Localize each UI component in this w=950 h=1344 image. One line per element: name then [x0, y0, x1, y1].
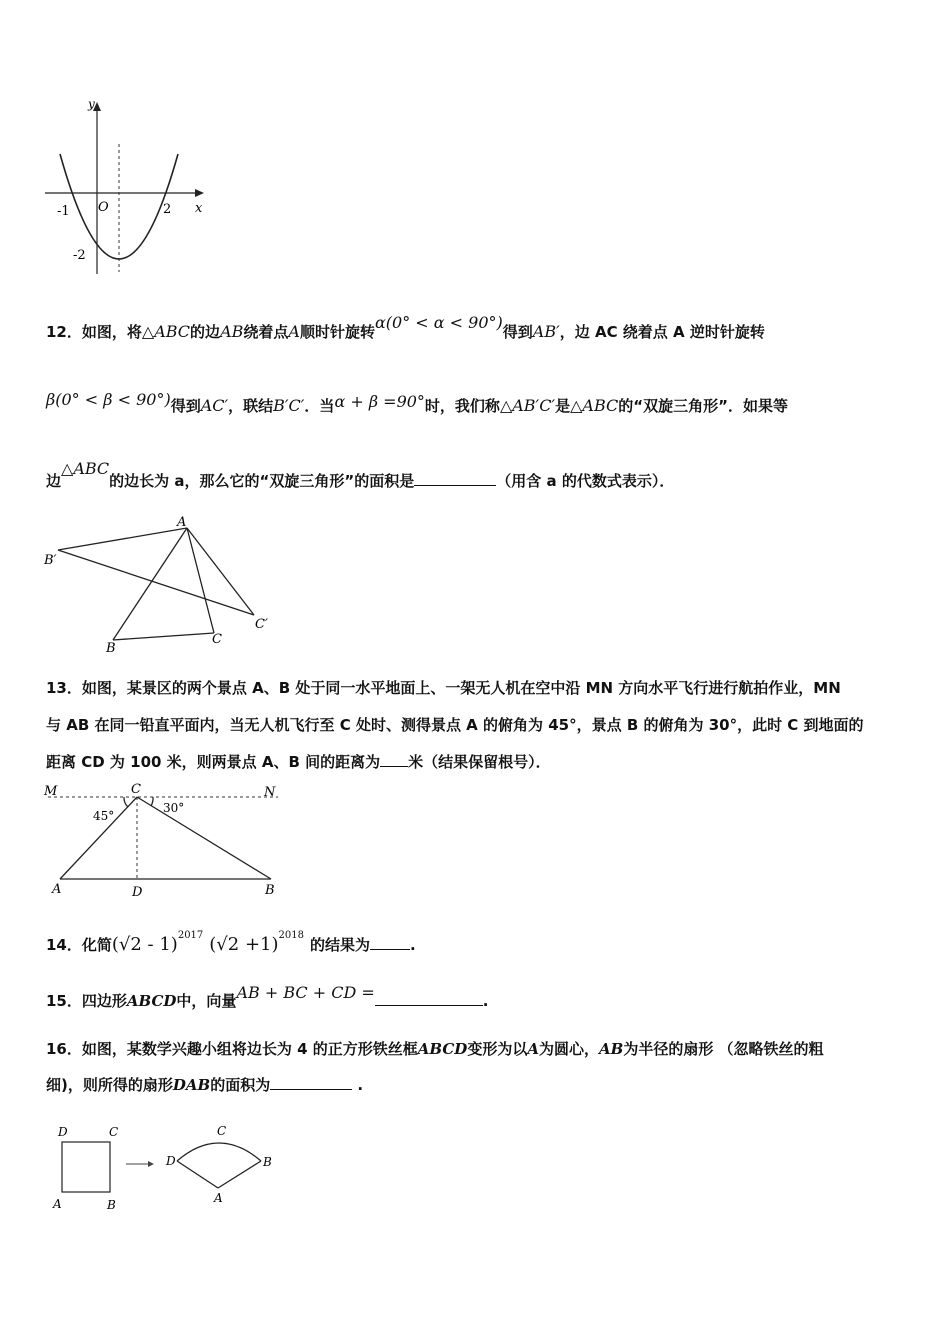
square-frame: [62, 1142, 110, 1192]
square-to-sector-figure: [40, 1120, 290, 1215]
q13-line-2: 与 AB 在同一铅直平面内，当无人机飞行至 C 处时、测得景点 A 的俯角为 45°，景点 B 的俯角为 30°，此时 C 到地面的: [46, 716, 864, 734]
label-d: D: [132, 885, 143, 900]
y-axis-label: y: [88, 97, 95, 111]
math-tri-abc: △ABC: [141, 322, 191, 341]
label-a: A: [53, 1197, 62, 1211]
parabola-graph: [40, 94, 215, 279]
math-beta-range: β(0° < β < 90°): [46, 390, 171, 409]
q13-line-1: 13．如图，某景区的两个景点 A、B 处于同一水平地面上、一架无人机在空中沿 MN 方向水平飞行进行航拍作业，MN: [46, 679, 841, 697]
answer-blank[interactable]: [414, 471, 496, 486]
drone-angle-figure: [40, 778, 290, 900]
label-b: B: [107, 1198, 116, 1212]
label-a: A: [177, 515, 187, 530]
answer-blank[interactable]: [380, 752, 408, 767]
label-c-prime: C′: [255, 617, 268, 632]
rotation-triangle-figure: [40, 512, 280, 657]
label-b-prime: B′: [44, 553, 57, 568]
label-c2: C: [217, 1124, 227, 1138]
label-a2: A: [214, 1191, 223, 1205]
q14-line: 14．化简(√2 - 1)$^{2017}$ $(√2 +1)^{2018}$的结果为 .: [46, 930, 416, 955]
tick-label-neg1: -1: [57, 204, 70, 219]
label-c: C: [131, 782, 141, 797]
answer-blank[interactable]: [270, 1075, 352, 1090]
sector-shape: [177, 1143, 261, 1188]
q16-line-1: 16．如图，某数学兴趣小组将边长为 4 的正方形铁丝框ABCD变形为以A为圆心，AB为半径的扇形 （忽略铁丝的粗: [46, 1040, 824, 1058]
math-alpha-range: α(0° < α < 90°): [374, 313, 503, 332]
q12-line-2: β(0° < β < 90°)得到AC′，联结B′C′．当α + β =90°时，我们称△AB′C′是△ABC的“双旋三角形”．如果等: [46, 390, 788, 415]
label-b: B: [106, 641, 116, 656]
q16-line-2: 细)，则所得的扇形DAB的面积为 .: [46, 1076, 364, 1094]
answer-blank[interactable]: [370, 935, 410, 950]
tick-label-neg2: -2: [73, 248, 86, 263]
math-sum: α + β =90°: [334, 392, 425, 411]
tick-label-2: 2: [163, 202, 172, 217]
x-axis-label: x: [195, 201, 203, 216]
origin-label: O: [98, 200, 109, 215]
label-b: B: [265, 883, 275, 898]
label-m: M: [44, 784, 58, 799]
label-d2: D: [166, 1154, 176, 1168]
label-n: N: [264, 785, 276, 800]
angle-30: 30°: [163, 801, 185, 815]
label-c: C: [212, 632, 222, 647]
q13-line-3: 距离 CD 为 100 米，则两景点 A、B 间的距离为 米（结果保留根号）．: [46, 753, 551, 771]
vector-expression: AB + BC + CD =: [236, 983, 375, 1002]
angle-45: 45°: [93, 809, 115, 823]
q12-line-3: 边△ABC的边长为 a，那么它的“双旋三角形”的面积是 （用含 a 的代数式表示）．: [46, 459, 675, 490]
label-c: C: [109, 1125, 119, 1139]
answer-blank[interactable]: [375, 991, 483, 1006]
label-a: A: [52, 882, 62, 897]
q12-line-1: 12．如图，将△ABC的边AB绕着点A顺时针旋转α(0° < α < 90°)得到AB′，边 AC 绕着点 A 逆时针旋转: [46, 313, 765, 341]
label-d: D: [58, 1125, 68, 1139]
label-b2: B: [263, 1155, 272, 1169]
q15-line: 15．四边形ABCD中，向量AB + BC + CD = .: [46, 983, 489, 1010]
